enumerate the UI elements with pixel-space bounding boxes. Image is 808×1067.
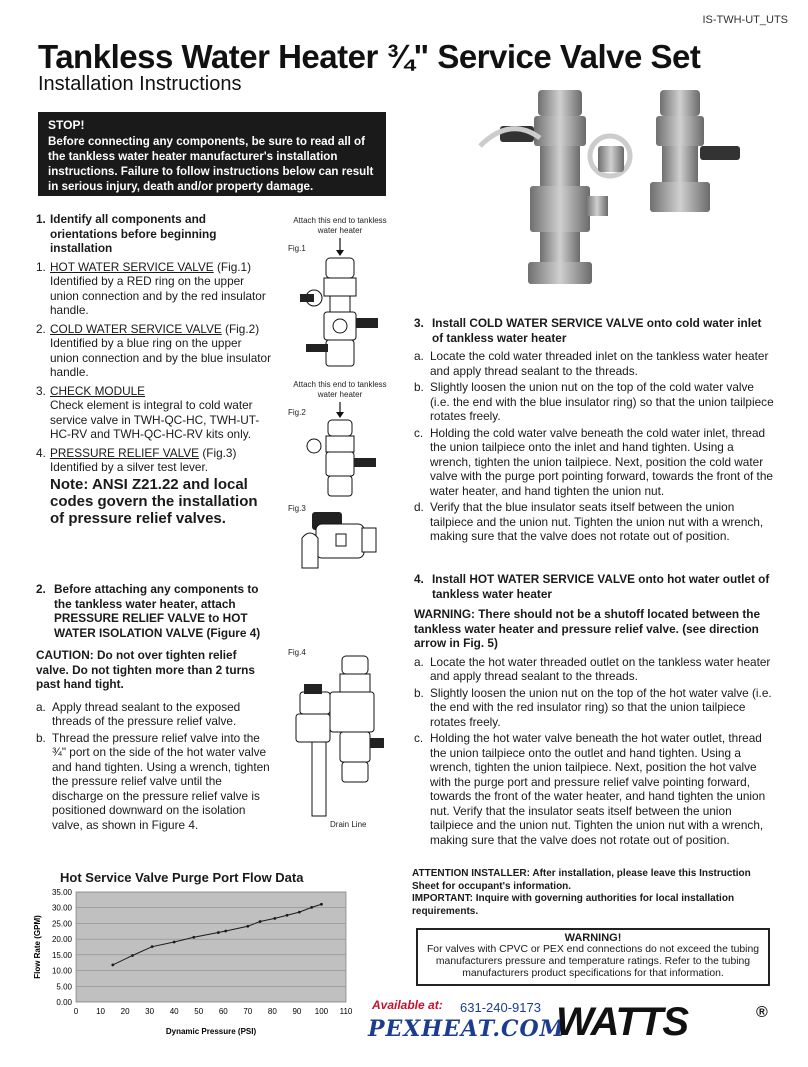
component-item (36, 260, 272, 318)
data-point (151, 945, 154, 948)
fig1-hot-valve-drawing (296, 238, 386, 372)
data-point (273, 917, 276, 920)
component-item (36, 384, 272, 442)
step-text: Apply thread sealant to the exposed threads of the pressure relief valve. (52, 699, 241, 728)
phone-number[interactable]: 631-240-9173 (460, 1000, 541, 1015)
x-tick-label: 0 (73, 1007, 79, 1016)
section-4-title: Install HOT WATER SERVICE VALVE onto hot water outlet of tankless water heater (432, 572, 770, 601)
x-tick-label: 40 (169, 1007, 179, 1016)
x-tick-label: 60 (218, 1007, 228, 1016)
step-item (414, 655, 774, 684)
registered-mark: ® (756, 1004, 768, 1021)
data-point (224, 930, 227, 933)
item-ref: (Fig.1) (213, 259, 252, 274)
ansi-note: Note: ANSI Z21.22 and local codes govern the installation of pressure relief valves. (50, 475, 258, 527)
section-1-heading (36, 212, 272, 256)
page-title: Tankless Water Heater ¾" Service Valve Set (38, 38, 701, 75)
x-tick-label: 80 (267, 1007, 277, 1016)
step-letter: b. (414, 685, 424, 700)
fig4-assembly-drawing (290, 654, 386, 818)
step-text: Slightly loosen the union nut on the top of the hot water valve (i.e. the end with the red insulator ring) so that the union tailpiece rotates freely. (430, 685, 772, 729)
component-item (36, 322, 272, 380)
section-1-number: 1. (36, 212, 46, 226)
section-4-number: 4. (414, 572, 424, 586)
item-number: 2. (36, 321, 46, 336)
section-2-number: 2. (36, 582, 46, 596)
step-text: Locate the hot water threaded outlet on the tankless water heater and apply thread sealant to the threads. (430, 654, 771, 683)
fig3-relief-valve-drawing (296, 510, 386, 576)
plot-area (76, 892, 346, 1002)
step-text: Slightly loosen the union nut on the top of the cold water valve (i.e. the end with the blue insulator ring) so that the union tailpiece rotates freely. (430, 380, 774, 423)
data-point (131, 954, 134, 957)
step-letter: d. (414, 500, 424, 514)
section-1-title: Identify all components and orientations before beginning installation (50, 212, 217, 255)
item-desc: Identified by a RED ring on the upper union connection and by the red insulator handle. (50, 274, 266, 317)
valve-set-photo (470, 86, 770, 286)
step-item (414, 686, 774, 730)
step-item (414, 426, 774, 499)
section-3-heading (414, 316, 774, 345)
section-3 (414, 316, 774, 546)
data-point (173, 941, 176, 944)
data-point (111, 964, 114, 967)
step-item (36, 700, 272, 729)
section-4-steps (414, 655, 774, 848)
section-2-steps (36, 700, 272, 833)
item-number: 3. (36, 383, 46, 398)
step-text: Holding the cold water valve beneath the cold water inlet, thread the union tailpiece onto the inlet and hand tighten. Using a wrench, tighten the union tailpiece. Next, position the cold water valve with the purge port pointing forward, towards the front of the water heater, and hand tighten the union nut. (430, 425, 773, 498)
available-at-label: Available at: (372, 998, 443, 1012)
data-point (298, 911, 301, 914)
step-letter: a. (36, 699, 46, 714)
y-tick-label: 10.00 (51, 966, 72, 976)
section-2 (36, 582, 272, 834)
fig2-label: Fig.2 (288, 408, 306, 417)
step-letter: b. (414, 380, 424, 394)
fig2-cold-valve-drawing (296, 402, 386, 500)
attention-line-1: ATTENTION INSTALLER: After installation, please leave this Instruction Sheet for occupant's information. (412, 868, 751, 892)
step-letter: c. (414, 731, 424, 745)
step-text: Verify that the blue insulator seats itself between the union tailpiece and the union nut. Tighten the union nut with a wrench, making sure that the valve does not rotate out of position. (430, 500, 764, 543)
item-name: HOT WATER SERVICE VALVE (50, 259, 214, 274)
data-point (320, 903, 323, 906)
step-text: Holding the hot water valve beneath the hot water outlet, thread the union tailpiece onto the outlet and hand tighten. Using a wrench, tighten the union tailpiece. Next, position the hot valve with the purge port and pressure relief valve pointing forward, towards the front of the water heater, and hand tighten the union nut. Verify that the insulator seats itself between the union tailpiece and the union nut. Tighten the union nut with a wrench, making sure that the valve does not rotate out of position. (430, 731, 766, 847)
y-tick-label: 5.00 (56, 982, 72, 992)
fig3-label: Fig.3 (288, 504, 306, 513)
y-tick-label: 0.00 (56, 998, 72, 1007)
step-item (414, 500, 774, 544)
y-tick-label: 25.00 (51, 919, 72, 929)
document-code: IS-TWH-UT_UTS (702, 14, 788, 26)
flow-data-chart (30, 884, 360, 1040)
x-tick-label: 70 (243, 1007, 253, 1016)
item-desc: Check element is integral to cold water service valve in TWH-QC-HC, TWH-UT-HC-RV and TWH-QC-HC-RV kits only. (50, 398, 260, 441)
warning-body: For valves with CPVC or PEX end connections do not exceed the tubing manufacturers pressure and temperature ratings. Refer to the tubing manufacturers product specifications for that information. (426, 944, 760, 979)
data-point (310, 906, 313, 909)
caution-text: CAUTION: Do not over tighten relief valve. Do not tighten more than 2 turns past hand tight. (36, 648, 255, 691)
fig2-attach-caption: Attach this end to tankless water heater (293, 380, 387, 399)
shutoff-warning: WARNING: There should not be a shutoff located between the tankless water heater and pressure relief valve. (see direction arrow in Fig. 5) (414, 607, 761, 650)
component-item (36, 446, 272, 475)
attention-line-2: IMPORTANT: Inquire with governing authorities for local installation requirements. (412, 893, 735, 917)
data-point (192, 936, 195, 939)
step-text: Thread the pressure relief valve into the ¾" port on the side of the hot water valve and hand tighten. Using a wrench, tighten the pressure relief valve until the discharge on the pressure relief valve is positioned downward on the isolation valve, as shown in Figure 4. (52, 730, 270, 832)
x-tick-label: 20 (120, 1007, 130, 1016)
x-tick-label: 30 (145, 1007, 155, 1016)
warning-title: WARNING! (564, 932, 622, 944)
step-item (414, 349, 774, 378)
stop-warning-box (38, 112, 386, 196)
step-letter: b. (36, 730, 46, 745)
chart-title: Hot Service Valve Purge Port Flow Data (60, 870, 304, 885)
data-point (217, 931, 220, 934)
y-tick-label: 20.00 (51, 935, 72, 945)
item-ref: (Fig.2) (221, 321, 260, 336)
fig4-label: Fig.4 (288, 648, 306, 657)
x-tick-label: 10 (96, 1007, 105, 1016)
drain-line-label: Drain Line (330, 820, 367, 829)
stop-body: Before connecting any components, be sure to read all of the tankless water heater manufacturer's installation instructions. Failure to follow instructions below can result in serious injury, death and/or property damage. (48, 135, 374, 193)
item-desc: Identified by a silver test lever. (50, 460, 209, 474)
item-desc: Identified by a blue ring on the upper union connection and by the blue insulator handle. (50, 336, 272, 379)
step-item (414, 380, 774, 424)
step-item (36, 731, 272, 833)
step-item (414, 731, 774, 847)
item-name: PRESSURE RELIEF VALVE (50, 445, 200, 460)
item-name: CHECK MODULE (50, 383, 146, 398)
step-text: Locate the cold water threaded inlet on the tankless water heater and apply thread sealant to the threads. (430, 349, 769, 378)
x-tick-label: 110 (339, 1007, 353, 1016)
pexheat-logo-text[interactable]: PEXHEAT.COM (368, 1016, 566, 1042)
fig1-attach-caption: Attach this end to tankless water heater (293, 216, 387, 235)
x-tick-label: 100 (314, 1007, 329, 1016)
x-tick-label: 90 (292, 1007, 302, 1016)
section-3-steps (414, 349, 774, 544)
section-2-heading (36, 582, 272, 640)
section-4 (414, 572, 774, 849)
data-point (286, 914, 289, 917)
page-subtitle: Installation Instructions (38, 73, 242, 95)
y-tick-label: 15.00 (51, 950, 72, 960)
section-2-title: Before attaching any components to the tankless water heater, attach PRESSURE RELIEF VALVE to HOT WATER ISOLATION VALVE (Figure 4) (54, 582, 261, 640)
x-tick-label: 50 (194, 1007, 204, 1016)
step-letter: a. (414, 654, 424, 669)
data-point (259, 920, 262, 923)
section-1 (36, 212, 272, 527)
item-number: 4. (36, 445, 46, 460)
watts-logo-text: WATTS (556, 1000, 689, 1044)
x-axis-label: Dynamic Pressure (PSI) (165, 1027, 257, 1036)
attention-notice (412, 868, 772, 918)
step-letter: c. (414, 425, 424, 440)
item-ref: (Fig.3) (199, 445, 237, 460)
section-4-heading (414, 572, 774, 601)
section-3-title: Install COLD WATER SERVICE VALVE onto cold water inlet of tankless water heater (432, 316, 762, 345)
item-number: 1. (36, 259, 46, 274)
y-tick-label: 35.00 (51, 888, 72, 897)
y-axis-label: Flow Rate (GPM) (33, 915, 42, 979)
section-3-number: 3. (414, 316, 424, 330)
tubing-warning-box (416, 928, 770, 986)
item-name: COLD WATER SERVICE VALVE (50, 321, 222, 336)
stop-heading: STOP! (48, 118, 85, 132)
data-point (246, 925, 249, 928)
y-tick-label: 30.00 (51, 903, 72, 913)
step-letter: a. (414, 349, 424, 363)
fig1-label: Fig.1 (288, 244, 306, 253)
